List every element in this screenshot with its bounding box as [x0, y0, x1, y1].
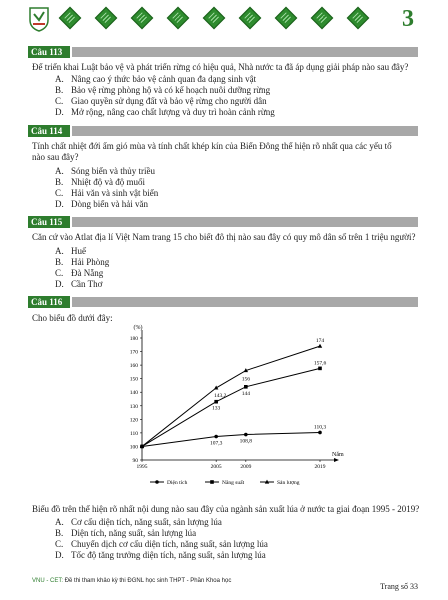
option-letter: A.	[55, 74, 64, 84]
data-point	[210, 480, 214, 484]
y-tick-label: 140	[129, 390, 138, 397]
answer-option[interactable]	[55, 96, 415, 107]
question-stem-cont: nào sau đây?	[32, 152, 79, 162]
vnu-logo-icon	[28, 6, 50, 32]
data-point	[214, 435, 218, 439]
x-axis-arrow	[334, 458, 339, 462]
data-point	[155, 480, 159, 484]
option-text: Giao quyền sử dụng đất và bảo vệ rừng cho người dân	[71, 96, 267, 106]
answer-option[interactable]	[55, 107, 415, 118]
diamond-icon	[347, 7, 370, 30]
page-header	[0, 0, 448, 40]
x-tick-label: 2009	[240, 464, 252, 470]
option-text: Tốc độ tăng trưởng diện tích, năng suất, sản lượng lúa	[71, 550, 266, 560]
data-label: 157,6	[313, 360, 327, 367]
diamond-icon	[131, 7, 154, 30]
chart-svg	[120, 324, 350, 502]
option-letter: C.	[55, 96, 64, 106]
data-point	[214, 400, 218, 404]
x-tick-label: 2019	[314, 464, 326, 470]
data-label: 156	[241, 376, 250, 383]
question-header-113	[28, 46, 418, 58]
diamond-icon	[95, 7, 118, 30]
x-tick-label: 1995	[136, 464, 148, 470]
diamond-icon	[311, 7, 334, 30]
data-point	[318, 431, 322, 435]
option-text: Hải văn và sinh vật biển	[71, 188, 159, 198]
question-header-115	[28, 216, 418, 228]
y-tick-label: 150	[129, 376, 138, 383]
answer-option[interactable]	[55, 166, 415, 177]
question-bar	[72, 217, 418, 227]
question-header-114	[28, 125, 418, 137]
answer-option[interactable]	[55, 517, 415, 528]
footer-source: VNU - CET:	[32, 578, 64, 584]
answer-option[interactable]	[55, 177, 415, 188]
y-tick-label: 180	[129, 336, 138, 342]
option-letter: C.	[55, 188, 64, 198]
question-label: Câu 115	[28, 216, 70, 228]
option-text: Mở rộng, nâng cao chất lượng và duy trì hoàn cảnh rừng	[71, 107, 275, 117]
option-letter: A.	[55, 517, 64, 527]
y-tick-label: 160	[129, 363, 138, 370]
series-line-3	[142, 346, 320, 446]
data-point	[318, 344, 322, 348]
y-axis-unit: (%)	[133, 325, 143, 331]
option-text: Chuyển dịch cơ cấu diện tích, năng suất, sản lượng lúa	[71, 539, 268, 549]
option-letter: B.	[55, 177, 64, 187]
option-text: Cần Thơ	[71, 279, 103, 289]
diamond-icon	[239, 7, 262, 30]
option-text: Đà Nẵng	[71, 268, 104, 278]
y-tick-label: 100	[129, 444, 138, 451]
answer-option[interactable]	[55, 199, 415, 210]
answer-option[interactable]	[55, 246, 415, 257]
data-label: 107,3	[209, 440, 223, 447]
diamond-icon	[275, 7, 298, 30]
data-label: 133	[212, 405, 221, 412]
answer-option[interactable]	[55, 268, 415, 279]
series-line-2	[142, 368, 320, 446]
answer-option[interactable]	[55, 528, 415, 539]
option-text: Dòng biển và hải văn	[71, 199, 148, 209]
data-point	[318, 367, 322, 371]
option-text: Bảo vệ rừng phòng hộ và có kế hoạch nuôi dưỡng rừng	[71, 85, 271, 95]
option-text: Huế	[71, 246, 86, 256]
section-number: 3	[402, 6, 414, 32]
question-label: Câu 113	[28, 46, 70, 58]
line-chart	[120, 324, 350, 502]
x-tick-label: 2005	[210, 464, 222, 470]
option-letter: D.	[55, 107, 64, 117]
y-tick-label: 90	[132, 458, 138, 464]
option-text: Hải Phòng	[71, 257, 110, 267]
data-label: 144	[241, 390, 250, 397]
option-letter: C.	[55, 268, 64, 278]
footer-description: Đề thi tham khảo kỳ thi ĐGNL học sinh THPT - Phần Khoa học	[64, 578, 232, 584]
option-letter: B.	[55, 257, 64, 267]
data-label: 174	[315, 338, 325, 345]
data-point	[244, 433, 248, 437]
option-text: Cơ cấu diện tích, năng suất, sản lượng lúa	[71, 517, 222, 527]
diamond-icon	[203, 7, 226, 30]
data-label: 110,3	[313, 424, 327, 431]
answer-option[interactable]	[55, 257, 415, 268]
option-text: Sóng biển và thủy triều	[71, 166, 155, 176]
diamond-icon	[167, 7, 190, 30]
option-letter: A.	[55, 166, 64, 176]
question-bar	[72, 297, 418, 307]
question-bar	[72, 126, 418, 136]
answer-option[interactable]	[55, 188, 415, 199]
answer-option[interactable]	[55, 550, 415, 561]
answer-option[interactable]	[55, 85, 415, 96]
question-stem: Cho biểu đồ dưới đây:	[32, 313, 113, 323]
option-letter: B.	[55, 85, 64, 95]
data-label: 143,2	[213, 392, 227, 399]
option-letter: D.	[55, 279, 64, 289]
series-line-1	[142, 432, 320, 446]
answer-option[interactable]	[55, 539, 415, 550]
option-letter: D.	[55, 199, 64, 209]
data-label: 108,8	[239, 438, 253, 445]
y-tick-label: 130	[129, 403, 138, 410]
question-label: Câu 116	[28, 296, 70, 308]
option-text: Nhiệt độ và độ muối	[71, 177, 145, 187]
option-text: Nâng cao ý thức bảo vệ cảnh quan đa dạng sinh vật	[71, 74, 257, 84]
page-number: Trang số 33	[380, 582, 418, 591]
y-tick-label: 110	[129, 430, 138, 437]
footer-note	[32, 578, 231, 584]
data-point	[244, 385, 248, 389]
question-label: Câu 114	[28, 125, 70, 137]
answer-option[interactable]	[55, 74, 415, 85]
chart-question: Biểu đồ trên thể hiện rõ nhất nội dung nào sau đây của ngành sản xuất lúa ở nước ta giai đoạn 1995 - 2019?	[32, 504, 420, 514]
legend-label: Sản lượng	[277, 480, 300, 486]
question-header-116	[28, 296, 418, 308]
question-bar	[72, 47, 418, 57]
diamond-icon	[59, 7, 82, 30]
option-text: Diện tích, năng suất, sản lượng lúa	[71, 528, 197, 538]
option-letter: C.	[55, 539, 64, 549]
legend-label: Diện tích	[167, 480, 188, 486]
legend-label: Năng suất	[222, 480, 245, 486]
option-letter: A.	[55, 246, 64, 256]
y-tick-label: 170	[129, 349, 138, 356]
y-tick-label: 120	[129, 417, 138, 424]
answer-option[interactable]	[55, 279, 415, 290]
question-stem: Tính chất nhiệt đới ẩm gió mùa và tính chất khép kín của Biển Đông thể hiện rõ nhất qua các yếu tố	[32, 141, 392, 151]
x-axis-unit: Năm	[332, 452, 344, 458]
question-stem: Để triển khai Luật bảo vệ và phát triển rừng có hiệu quả, Nhà nước ta đã áp dụng giải pháp nào sau đây?	[32, 62, 409, 72]
option-letter: D.	[55, 550, 64, 560]
option-letter: B.	[55, 528, 64, 538]
question-stem: Căn cứ vào Atlat địa lí Việt Nam trang 15 cho biết đô thị nào sau đây có quy mô dân số trên 1 triệu người?	[32, 232, 416, 242]
